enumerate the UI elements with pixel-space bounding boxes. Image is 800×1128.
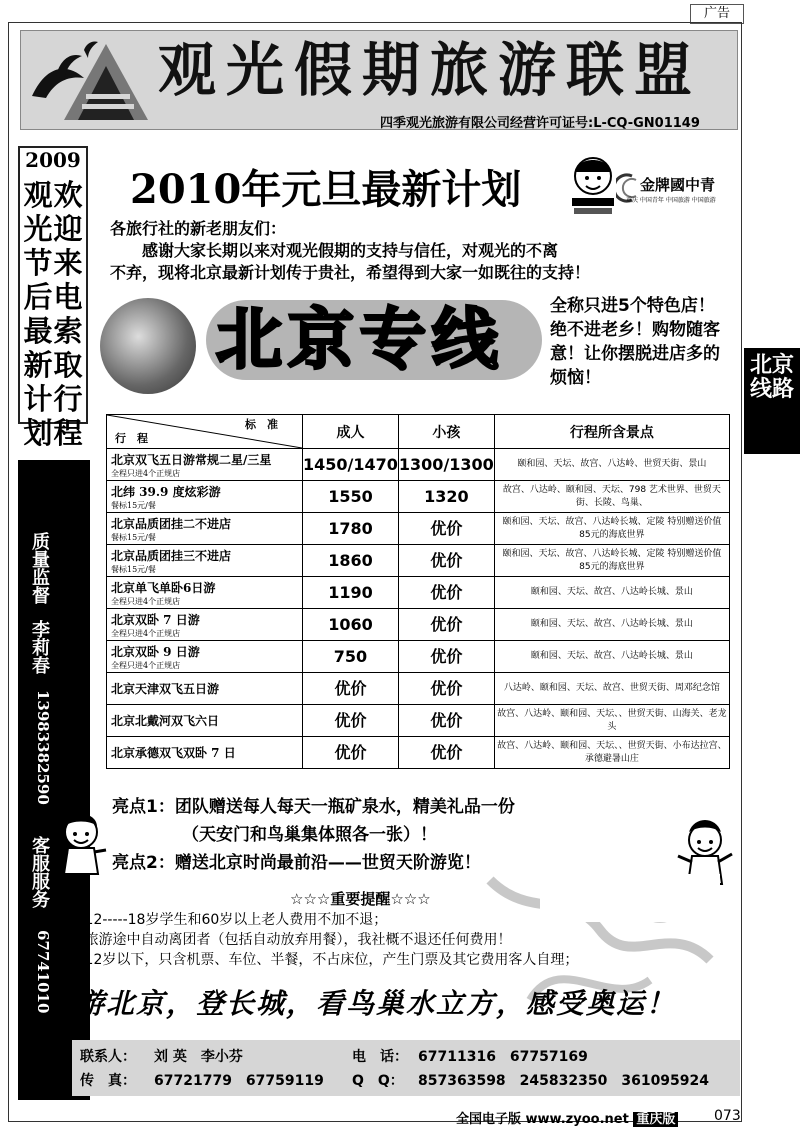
- highlight-2: 亮点2：赠送北京时尚最前沿——世贸天阶游览！: [112, 853, 481, 873]
- route-spots: 颐和园、天坛、故宫、八达岭长城、定陵 特别赠送价值85元的海底世界: [494, 513, 729, 545]
- route-note: 全程只进4个正规店: [111, 660, 181, 670]
- route-name: 北京单飞单卧6日游: [111, 580, 216, 595]
- shopping-promo: 全称只进5个特色店！绝不进老乡！购物随客意！让你摆脱进店多的烦恼！: [550, 296, 720, 388]
- intro-paragraph: [110, 218, 650, 284]
- header-child: 小孩: [398, 415, 494, 449]
- header-standard: 标 准: [245, 418, 278, 431]
- highlight-1: 亮点1：团队赠送每人每天一瓶矿泉水，精美礼品一份: [112, 797, 515, 817]
- route-name: 北京品质团挂三不进店: [111, 548, 232, 563]
- notice-item: ☆12-----18岁学生和60岁以上老人费用不加不退；: [72, 912, 388, 928]
- adult-price: 1450/1470: [303, 449, 399, 481]
- table-row: [107, 481, 730, 513]
- header-standard-route: [107, 415, 303, 449]
- table-row: [107, 705, 730, 737]
- header-diagonal: [107, 415, 302, 448]
- route-spots: 故宫、八达岭、颐和园、天坛、798 艺术世界、世贸天街、长陵、鸟巢、: [494, 481, 729, 513]
- adult-price: 优价: [303, 705, 399, 737]
- page-number: 073: [714, 1108, 741, 1124]
- child-price: 优价: [398, 705, 494, 737]
- route-name-cell: [107, 609, 303, 641]
- route-name-cell: [107, 545, 303, 577]
- route-name-cell: [107, 673, 303, 705]
- intro-line: 不弃，现将北京最新计划传于贵社，希望得到大家一如既往的支持！: [110, 263, 591, 282]
- route-spots: 颐和园、天坛、故宫、八达岭长城、景山: [494, 609, 729, 641]
- route-name: 北京双卧 9 日游: [111, 644, 200, 659]
- child-price: 优价: [398, 673, 494, 705]
- contact-faxes: 67721779 67759119: [154, 1073, 324, 1089]
- contact-phone-label: 电 话：: [352, 1049, 408, 1065]
- route-table: [106, 414, 730, 769]
- contact-persons: 刘 英 李小芬: [154, 1049, 243, 1065]
- route-note: 餐标15元/餐: [111, 500, 156, 510]
- child-price: 优价: [398, 609, 494, 641]
- mascot-logo-icon: [566, 150, 620, 218]
- license-number: 四季观光旅游有限公司经营许可证号:L-CQ-GN01149: [380, 116, 700, 131]
- notice-list: [72, 910, 732, 970]
- route-name: 北京北戴河双飞六日: [111, 714, 220, 728]
- table-row: [107, 449, 730, 481]
- adult-price: 优价: [303, 673, 399, 705]
- table-row: [107, 609, 730, 641]
- adult-price: 优价: [303, 737, 399, 769]
- route-name: 北京双卧 7 日游: [111, 612, 200, 627]
- contact-fax-label: 传 真：: [80, 1073, 136, 1089]
- footer-edition: 重庆版: [633, 1112, 678, 1127]
- beijing-banner-text: 北京专线: [216, 301, 504, 378]
- table-row: [107, 641, 730, 673]
- right-section-tab: [744, 348, 800, 454]
- contact-qqs: 857363598 245832350 361095924: [418, 1073, 710, 1089]
- route-spots: 故宫、八达岭、颐和园、天坛、、世贸天街、小布达拉宫、承德避暑山庄: [494, 737, 729, 769]
- table-row: [107, 673, 730, 705]
- header-route: 行 程: [115, 432, 148, 445]
- supervisor-phone: 13983382590: [34, 690, 52, 805]
- route-name-cell: [107, 737, 303, 769]
- slogan: 游北京，登长城，看鸟巢水立方，感受奥运！: [76, 987, 677, 1020]
- route-name-cell: [107, 641, 303, 673]
- child-price: 优价: [398, 545, 494, 577]
- intro-line: 感谢大家长期以来对观光假期的支持与信任，对观光的不离: [110, 241, 559, 260]
- sidebar-col-2: 欢迎来电索取行程: [53, 178, 83, 450]
- route-spots: 故宫、八达岭、颐和园、天坛、、世贸天街、山海关、老龙头: [494, 705, 729, 737]
- route-name: 北京承德双飞双卧 7 日: [111, 746, 236, 760]
- route-note: 全程只进4个正规店: [111, 468, 181, 478]
- supervisor-name: 李莉春: [29, 620, 50, 674]
- sidebar-year: 2009: [25, 148, 81, 172]
- notice-item: ☆12岁以下，只含机票、车位、半餐，不占床位，产生门票及其它费用客人自理；: [72, 952, 579, 968]
- gold-brand-text: 金牌國中青: [640, 176, 716, 194]
- route-name: 北京天津双飞五日游: [111, 682, 220, 696]
- route-name: 北京双飞五日游常规二星/三星: [111, 452, 272, 467]
- route-spots: 颐和园、天坛、故宫、八达岭长城、定陵 特别赠送价值85元的海底世界: [494, 545, 729, 577]
- fuwa-mascot-icon: [52, 808, 110, 882]
- child-price: 优价: [398, 513, 494, 545]
- child-price: 1300/1300: [398, 449, 494, 481]
- quality-label: 质量监督: [29, 532, 50, 604]
- adult-price: 1780: [303, 513, 399, 545]
- dragon-image: [100, 298, 196, 394]
- route-name-cell: [107, 449, 303, 481]
- table-row: [107, 545, 730, 577]
- ad-tag: 广告: [690, 4, 744, 24]
- footer-site: 全国电子版 www.zyoo.net: [456, 1112, 629, 1127]
- plan-title: 2010年元旦最新计划: [130, 166, 522, 213]
- adult-price: 1060: [303, 609, 399, 641]
- highlight-1-detail: （天安门和鸟巢集体照各一张）！: [182, 825, 437, 845]
- child-price: 1320: [398, 481, 494, 513]
- route-note: 全程只进4个正规店: [111, 596, 181, 606]
- route-name-cell: [107, 705, 303, 737]
- child-price: 优价: [398, 641, 494, 673]
- right-tab-label: 北京线路: [749, 353, 794, 402]
- route-spots: 颐和园、天坛、故宫、八达岭长城、景山: [494, 641, 729, 673]
- notice-title: ☆☆☆重要提醒☆☆☆: [290, 890, 431, 908]
- header-spots: 行程所含景点: [494, 415, 729, 449]
- brand-title: 观光假期旅游联盟: [158, 36, 703, 104]
- route-name-cell: [107, 513, 303, 545]
- route-name: 北京品质团挂二不进店: [111, 516, 232, 531]
- service-phone: 67741010: [34, 930, 52, 1014]
- sidebar-col-1: 观光节后最新计划: [23, 178, 53, 450]
- brand-logo-icon: [26, 36, 156, 124]
- intro-line: 各旅行社的新老朋友们：: [110, 219, 287, 238]
- contact-phones: 67711316 67757169: [418, 1049, 588, 1065]
- table-row: [107, 513, 730, 545]
- adult-price: 1550: [303, 481, 399, 513]
- route-note: 餐标15元/餐: [111, 564, 156, 574]
- route-name-cell: [107, 481, 303, 513]
- contact-box: [72, 1040, 740, 1096]
- route-note: 全程只进4个正规店: [111, 628, 181, 638]
- contact-qq-label: Q Q：: [352, 1073, 404, 1089]
- child-price: 优价: [398, 737, 494, 769]
- route-spots: 颐和园、天坛、故宫、八达岭、世贸天街、景山: [494, 449, 729, 481]
- service-label: 客服服务: [29, 836, 50, 908]
- table-row: [107, 737, 730, 769]
- adult-price: 1190: [303, 577, 399, 609]
- notice-item: ☆旅游途中自动离团者（包括自动放弃用餐），我社概不退还任何费用！: [72, 932, 512, 948]
- route-name: 北纬 39.9 度炫彩游: [111, 484, 221, 499]
- footer: [456, 1108, 678, 1127]
- route-spots: 八达岭、颐和园、天坛、故宫、世贸天街、周邓纪念馆: [494, 673, 729, 705]
- child-price: 优价: [398, 577, 494, 609]
- gold-brand-subtext: 重庆 中国青年 中国旅游 中国旅游: [626, 197, 716, 204]
- contact-person-label: 联系人：: [80, 1049, 136, 1065]
- table-row: [107, 577, 730, 609]
- route-note: 餐标15元/餐: [111, 532, 156, 542]
- adult-price: 750: [303, 641, 399, 673]
- adult-price: 1860: [303, 545, 399, 577]
- route-spots: 颐和园、天坛、故宫、八达岭长城、景山: [494, 577, 729, 609]
- route-name-cell: [107, 577, 303, 609]
- table-header-row: [107, 415, 730, 449]
- header-adult: 成人: [303, 415, 399, 449]
